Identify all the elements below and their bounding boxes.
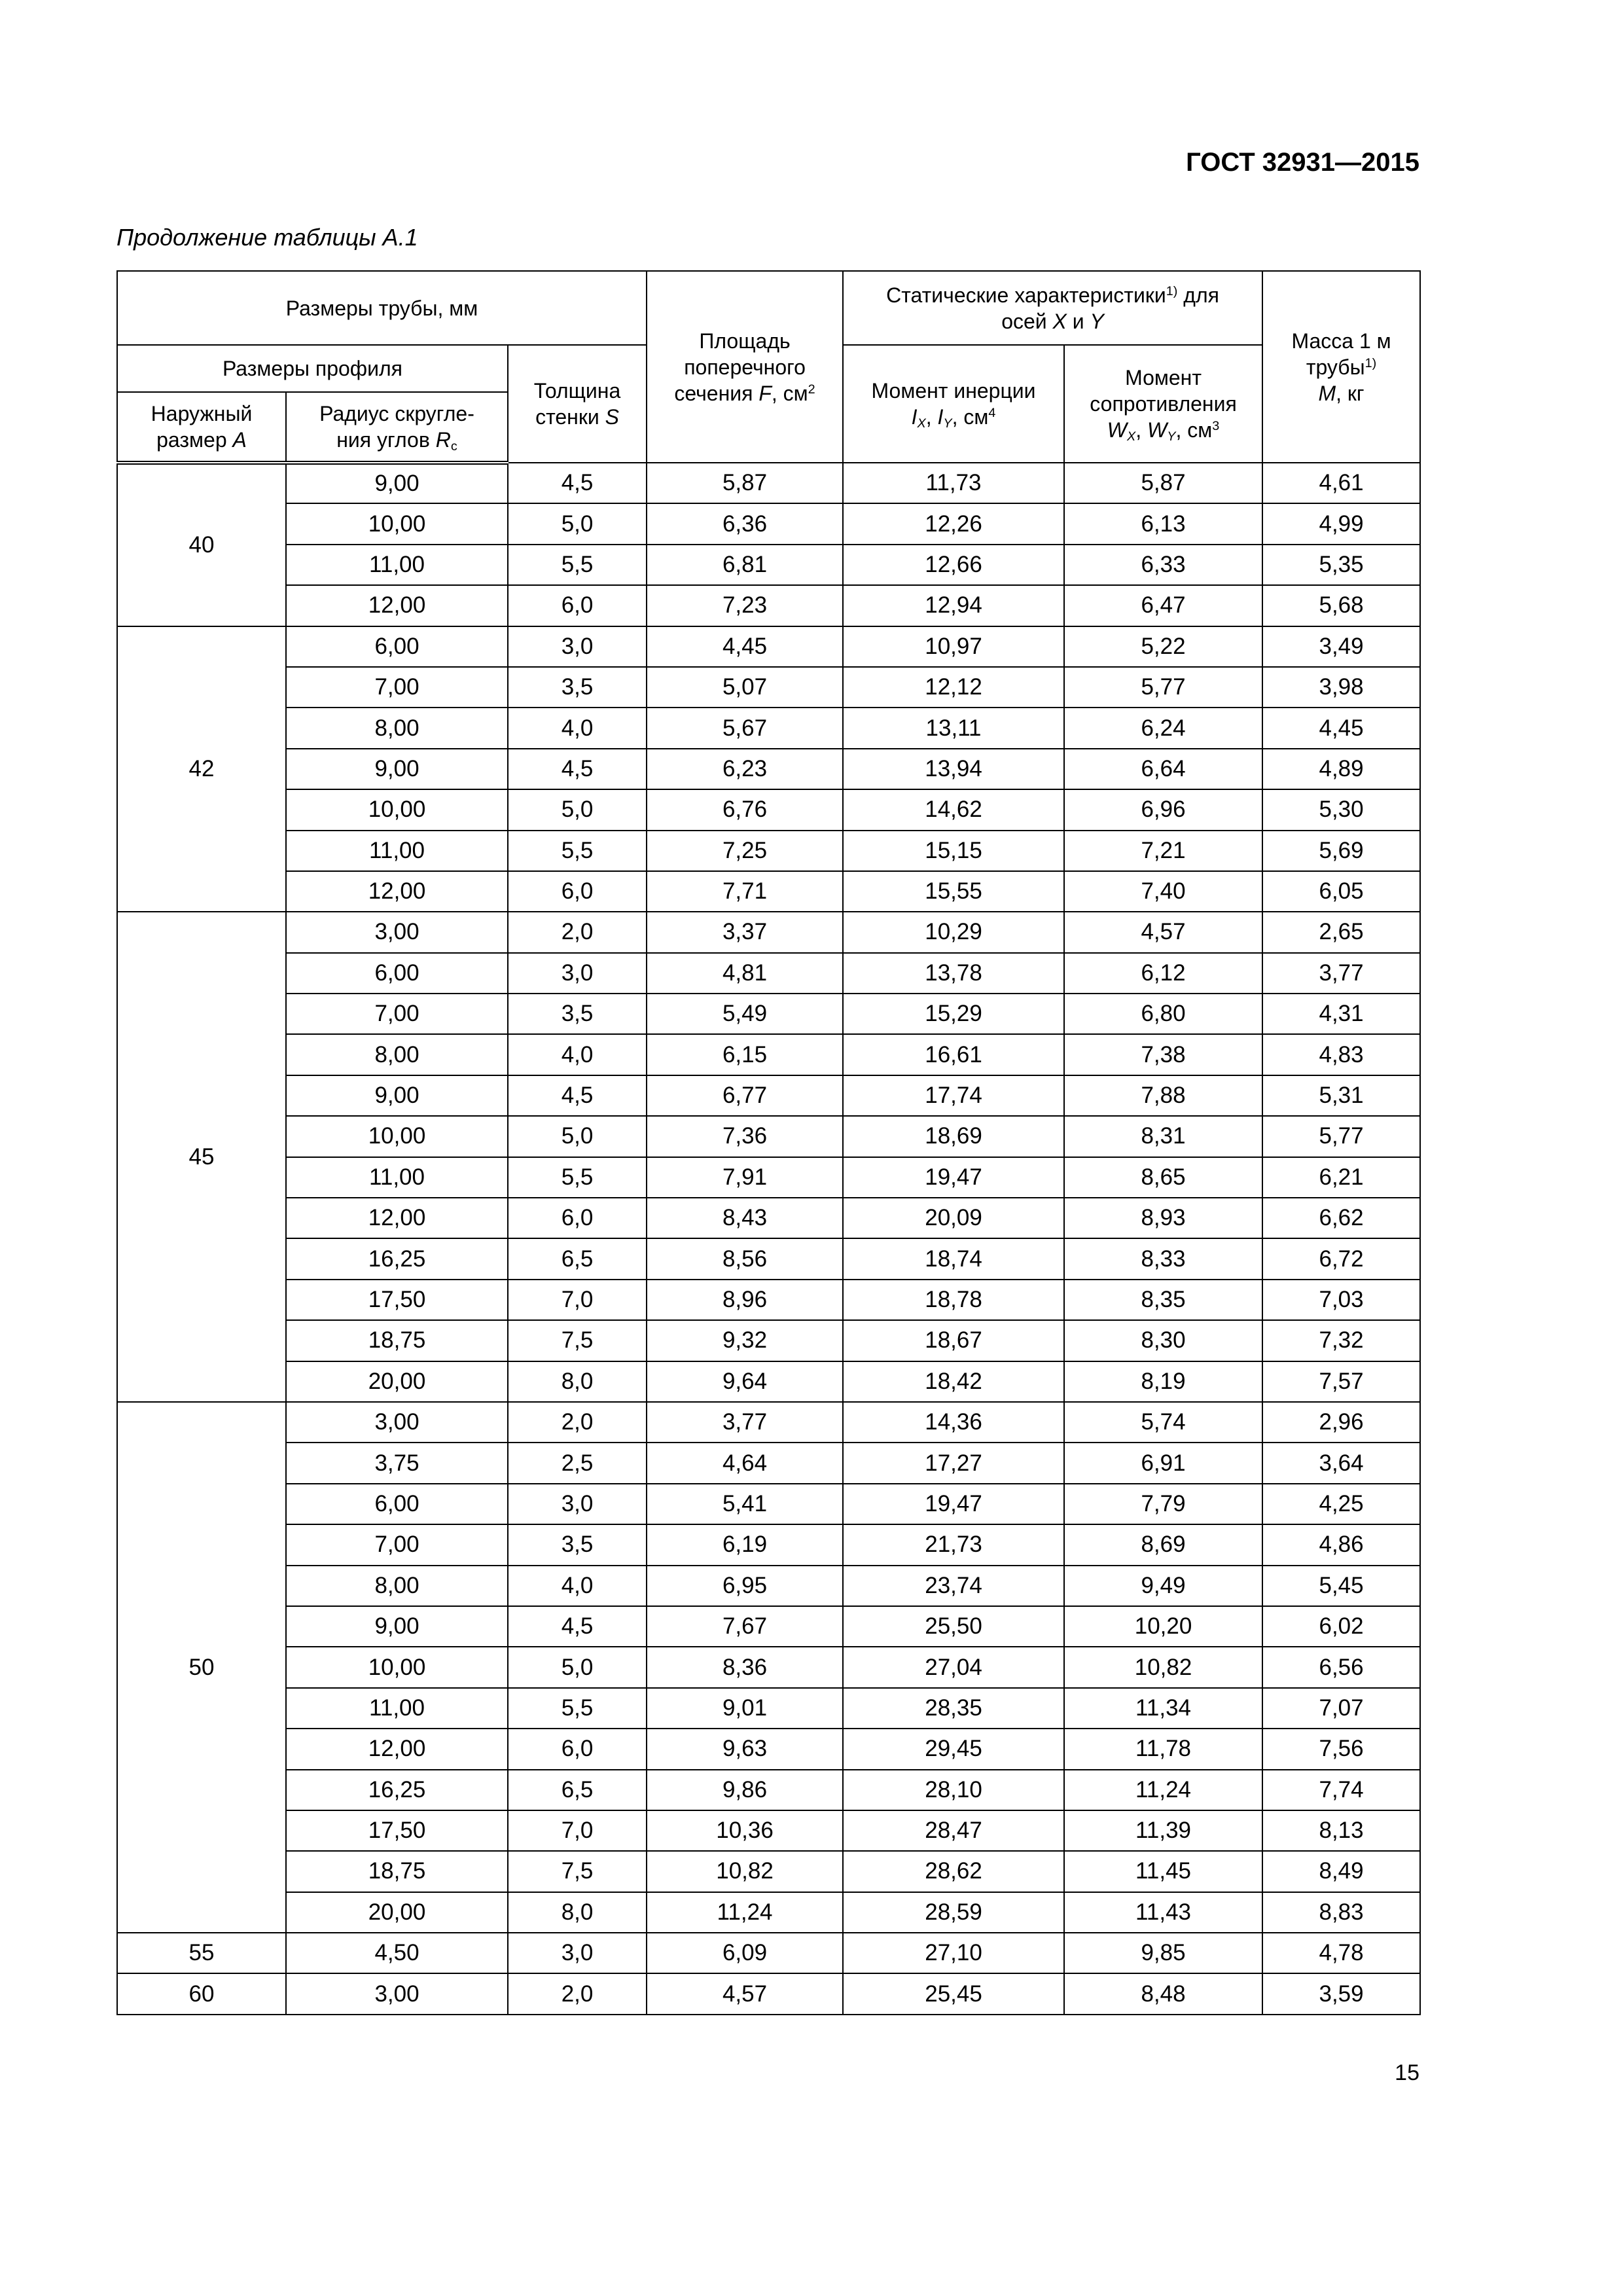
mass-cell: 6,02: [1262, 1606, 1420, 1647]
mass-cell: 4,25: [1262, 1484, 1420, 1524]
area-cell: 4,81: [647, 953, 843, 994]
mass-cell: 4,86: [1262, 1524, 1420, 1565]
radius-cell: 3,00: [286, 1973, 508, 2014]
mass-cell: 8,13: [1262, 1810, 1420, 1851]
inertia-cell: 10,29: [843, 912, 1064, 952]
header-profile-dims: Размеры профиля: [117, 345, 508, 392]
resistance-cell: 5,87: [1064, 463, 1262, 503]
inertia-cell: 19,47: [843, 1484, 1064, 1524]
wall-cell: 7,5: [508, 1320, 647, 1361]
mass-cell: 5,30: [1262, 789, 1420, 830]
table-row: [117, 1933, 1420, 1973]
inertia-cell: 13,11: [843, 708, 1064, 748]
table-row: [117, 1116, 1420, 1157]
header-resistance: Момент сопротивления $W_X$, $W_Y$, $см^3$: [1064, 345, 1262, 463]
mass-cell: 3,77: [1262, 953, 1420, 994]
area-cell: 8,43: [647, 1198, 843, 1238]
document-code: ГОСТ 32931—2015: [1186, 148, 1419, 177]
inertia-cell: 25,50: [843, 1606, 1064, 1647]
table-row: [117, 1361, 1420, 1402]
inertia-cell: 28,10: [843, 1770, 1064, 1810]
mass-cell: 5,69: [1262, 831, 1420, 871]
resistance-cell: 7,88: [1064, 1075, 1262, 1116]
table-row: [117, 545, 1420, 585]
mass-cell: 3,59: [1262, 1973, 1420, 2014]
resistance-cell: 7,38: [1064, 1034, 1262, 1075]
resistance-cell: 6,47: [1064, 585, 1262, 626]
inertia-cell: 14,36: [843, 1402, 1064, 1443]
outer-size-cell: 42: [117, 626, 286, 912]
radius-cell: 8,00: [286, 708, 508, 748]
wall-cell: 8,0: [508, 1361, 647, 1402]
table-row: [117, 667, 1420, 708]
area-cell: 4,64: [647, 1443, 843, 1483]
resistance-cell: 10,20: [1064, 1606, 1262, 1647]
pipe-dimensions-table: [116, 270, 1421, 2015]
inertia-cell: 18,69: [843, 1116, 1064, 1157]
area-cell: 5,67: [647, 708, 843, 748]
radius-cell: 9,00: [286, 749, 508, 789]
header-radius: Радиус скругле- ния углов $R_c$: [286, 392, 508, 463]
table-row: [117, 1402, 1420, 1443]
mass-cell: 5,31: [1262, 1075, 1420, 1116]
wall-cell: 6,0: [508, 1729, 647, 1769]
wall-cell: 7,5: [508, 1851, 647, 1892]
wall-cell: 3,0: [508, 953, 647, 994]
inertia-cell: 16,61: [843, 1034, 1064, 1075]
wall-cell: 5,5: [508, 545, 647, 585]
resistance-cell: 6,80: [1064, 994, 1262, 1034]
radius-cell: 18,75: [286, 1851, 508, 1892]
area-cell: 5,07: [647, 667, 843, 708]
table-row: [117, 1157, 1420, 1198]
resistance-cell: 6,64: [1064, 749, 1262, 789]
outer-size-cell: 40: [117, 463, 286, 626]
mass-cell: 7,07: [1262, 1688, 1420, 1729]
area-cell: 10,82: [647, 1851, 843, 1892]
inertia-cell: 10,97: [843, 626, 1064, 667]
wall-cell: 4,5: [508, 1075, 647, 1116]
area-cell: 3,37: [647, 912, 843, 952]
wall-cell: 3,5: [508, 994, 647, 1034]
inertia-cell: 18,78: [843, 1280, 1064, 1320]
radius-cell: 4,50: [286, 1933, 508, 1973]
resistance-cell: 11,45: [1064, 1851, 1262, 1892]
radius-cell: 6,00: [286, 1484, 508, 1524]
table-row: [117, 1566, 1420, 1606]
inertia-cell: 15,15: [843, 831, 1064, 871]
inertia-cell: 13,78: [843, 953, 1064, 994]
area-cell: 6,77: [647, 1075, 843, 1116]
header-inertia: Момент инерции $I_X$, $I_Y$, $см^4$: [843, 345, 1064, 463]
wall-cell: 6,0: [508, 871, 647, 912]
area-cell: 8,96: [647, 1280, 843, 1320]
mass-cell: 4,61: [1262, 463, 1420, 503]
radius-cell: 10,00: [286, 789, 508, 830]
table-row: [117, 749, 1420, 789]
area-cell: 11,24: [647, 1892, 843, 1933]
area-cell: 8,56: [647, 1238, 843, 1279]
resistance-cell: 11,78: [1064, 1729, 1262, 1769]
resistance-cell: 10,82: [1064, 1647, 1262, 1687]
inertia-cell: 12,12: [843, 667, 1064, 708]
wall-cell: 5,5: [508, 1157, 647, 1198]
radius-cell: 6,00: [286, 953, 508, 994]
radius-cell: 9,00: [286, 1606, 508, 1647]
wall-cell: 4,0: [508, 1034, 647, 1075]
table-row: [117, 1851, 1420, 1892]
area-cell: 7,71: [647, 871, 843, 912]
area-cell: 7,67: [647, 1606, 843, 1647]
header-area: Площадь поперечного сечения F, $см^2$: [647, 271, 843, 463]
resistance-cell: 8,93: [1064, 1198, 1262, 1238]
wall-cell: 5,0: [508, 789, 647, 830]
resistance-cell: 7,21: [1064, 831, 1262, 871]
radius-cell: 10,00: [286, 1116, 508, 1157]
wall-cell: 4,5: [508, 463, 647, 503]
radius-cell: 10,00: [286, 1647, 508, 1687]
inertia-cell: 28,47: [843, 1810, 1064, 1851]
mass-cell: 5,45: [1262, 1566, 1420, 1606]
table-row: [117, 585, 1420, 626]
radius-cell: 3,75: [286, 1443, 508, 1483]
area-cell: 6,15: [647, 1034, 843, 1075]
mass-cell: 7,32: [1262, 1320, 1420, 1361]
wall-cell: 4,0: [508, 708, 647, 748]
radius-cell: 16,25: [286, 1238, 508, 1279]
resistance-cell: 5,74: [1064, 1402, 1262, 1443]
radius-cell: 9,00: [286, 1075, 508, 1116]
mass-cell: 3,98: [1262, 667, 1420, 708]
mass-cell: 4,31: [1262, 994, 1420, 1034]
area-cell: 9,01: [647, 1688, 843, 1729]
resistance-cell: 6,13: [1064, 503, 1262, 544]
inertia-cell: 27,04: [843, 1647, 1064, 1687]
table-row: [117, 1606, 1420, 1647]
inertia-cell: 11,73: [843, 463, 1064, 503]
mass-cell: 4,99: [1262, 503, 1420, 544]
radius-cell: 17,50: [286, 1280, 508, 1320]
radius-cell: 20,00: [286, 1892, 508, 1933]
mass-cell: 6,72: [1262, 1238, 1420, 1279]
area-cell: 5,87: [647, 463, 843, 503]
resistance-cell: 9,49: [1064, 1566, 1262, 1606]
radius-cell: 20,00: [286, 1361, 508, 1402]
resistance-cell: 5,77: [1064, 667, 1262, 708]
wall-cell: 3,5: [508, 667, 647, 708]
area-cell: 6,36: [647, 503, 843, 544]
resistance-cell: 8,31: [1064, 1116, 1262, 1157]
mass-cell: 6,05: [1262, 871, 1420, 912]
table-row: [117, 626, 1420, 667]
radius-cell: 11,00: [286, 545, 508, 585]
wall-cell: 4,5: [508, 749, 647, 789]
inertia-cell: 12,26: [843, 503, 1064, 544]
inertia-cell: 19,47: [843, 1157, 1064, 1198]
resistance-cell: 8,19: [1064, 1361, 1262, 1402]
table-row: [117, 953, 1420, 994]
table-row: [117, 994, 1420, 1034]
area-cell: 7,23: [647, 585, 843, 626]
inertia-cell: 28,35: [843, 1688, 1064, 1729]
inertia-cell: 15,55: [843, 871, 1064, 912]
wall-cell: 2,0: [508, 912, 647, 952]
mass-cell: 3,49: [1262, 626, 1420, 667]
area-cell: 6,19: [647, 1524, 843, 1565]
radius-cell: 11,00: [286, 1688, 508, 1729]
resistance-cell: 6,24: [1064, 708, 1262, 748]
table-row: [117, 1320, 1420, 1361]
table-row: [117, 708, 1420, 748]
area-cell: 9,64: [647, 1361, 843, 1402]
table-row: [117, 1443, 1420, 1483]
radius-cell: 17,50: [286, 1810, 508, 1851]
radius-cell: 3,00: [286, 1402, 508, 1443]
mass-cell: 4,83: [1262, 1034, 1420, 1075]
table-row: [117, 831, 1420, 871]
mass-cell: 3,64: [1262, 1443, 1420, 1483]
inertia-cell: 17,27: [843, 1443, 1064, 1483]
area-cell: 7,91: [647, 1157, 843, 1198]
radius-cell: 6,00: [286, 626, 508, 667]
wall-cell: 6,5: [508, 1770, 647, 1810]
area-cell: 7,25: [647, 831, 843, 871]
wall-cell: 8,0: [508, 1892, 647, 1933]
mass-cell: 4,89: [1262, 749, 1420, 789]
table-row: [117, 1524, 1420, 1565]
mass-cell: 7,74: [1262, 1770, 1420, 1810]
resistance-cell: 9,85: [1064, 1933, 1262, 1973]
table-row: [117, 1729, 1420, 1769]
radius-cell: 18,75: [286, 1320, 508, 1361]
header-wall: Толщина стенки S: [508, 345, 647, 463]
area-cell: 9,63: [647, 1729, 843, 1769]
radius-cell: 8,00: [286, 1566, 508, 1606]
radius-cell: 16,25: [286, 1770, 508, 1810]
header-pipe-dims: Размеры трубы, мм: [117, 271, 647, 345]
outer-size-cell: 55: [117, 1933, 286, 1973]
wall-cell: 5,5: [508, 1688, 647, 1729]
area-cell: 5,41: [647, 1484, 843, 1524]
table-row: [117, 789, 1420, 830]
outer-size-cell: 45: [117, 912, 286, 1402]
resistance-cell: 8,35: [1064, 1280, 1262, 1320]
area-cell: 6,76: [647, 789, 843, 830]
wall-cell: 5,0: [508, 1116, 647, 1157]
table-row: [117, 1770, 1420, 1810]
area-cell: 6,23: [647, 749, 843, 789]
radius-cell: 7,00: [286, 1524, 508, 1565]
table-row: [117, 463, 1420, 503]
outer-size-cell: 60: [117, 1973, 286, 2014]
inertia-cell: 17,74: [843, 1075, 1064, 1116]
resistance-cell: 6,33: [1064, 545, 1262, 585]
wall-cell: 2,0: [508, 1402, 647, 1443]
area-cell: 5,49: [647, 994, 843, 1034]
area-cell: 7,36: [647, 1116, 843, 1157]
mass-cell: 2,65: [1262, 912, 1420, 952]
table-row: [117, 1238, 1420, 1279]
resistance-cell: 8,33: [1064, 1238, 1262, 1279]
radius-cell: 12,00: [286, 1729, 508, 1769]
wall-cell: 5,5: [508, 831, 647, 871]
radius-cell: 3,00: [286, 912, 508, 952]
resistance-cell: 8,30: [1064, 1320, 1262, 1361]
mass-cell: 6,21: [1262, 1157, 1420, 1198]
inertia-cell: 18,42: [843, 1361, 1064, 1402]
area-cell: 4,57: [647, 1973, 843, 2014]
inertia-cell: 14,62: [843, 789, 1064, 830]
wall-cell: 5,0: [508, 1647, 647, 1687]
radius-cell: 7,00: [286, 667, 508, 708]
resistance-cell: 11,34: [1064, 1688, 1262, 1729]
resistance-cell: 6,12: [1064, 953, 1262, 994]
wall-cell: 4,5: [508, 1606, 647, 1647]
area-cell: 9,32: [647, 1320, 843, 1361]
wall-cell: 4,0: [508, 1566, 647, 1606]
mass-cell: 5,68: [1262, 585, 1420, 626]
table-row: [117, 1810, 1420, 1851]
mass-cell: 5,35: [1262, 545, 1420, 585]
table-row: [117, 1198, 1420, 1238]
resistance-cell: 11,24: [1064, 1770, 1262, 1810]
header-outer-size: Наружный размер A: [117, 392, 286, 463]
area-cell: 8,36: [647, 1647, 843, 1687]
area-cell: 6,81: [647, 545, 843, 585]
resistance-cell: 8,69: [1064, 1524, 1262, 1565]
inertia-cell: 29,45: [843, 1729, 1064, 1769]
table-row: [117, 871, 1420, 912]
table-row: [117, 1892, 1420, 1933]
wall-cell: 6,5: [508, 1238, 647, 1279]
radius-cell: 12,00: [286, 871, 508, 912]
radius-cell: 12,00: [286, 1198, 508, 1238]
table-row: [117, 1647, 1420, 1687]
radius-cell: 12,00: [286, 585, 508, 626]
area-cell: 4,45: [647, 626, 843, 667]
resistance-cell: 6,96: [1064, 789, 1262, 830]
radius-cell: 11,00: [286, 1157, 508, 1198]
area-cell: 10,36: [647, 1810, 843, 1851]
mass-cell: 7,56: [1262, 1729, 1420, 1769]
table-row: [117, 1280, 1420, 1320]
wall-cell: 6,0: [508, 1198, 647, 1238]
wall-cell: 3,5: [508, 1524, 647, 1565]
resistance-cell: 8,48: [1064, 1973, 1262, 2014]
mass-cell: 7,57: [1262, 1361, 1420, 1402]
wall-cell: 6,0: [508, 585, 647, 626]
resistance-cell: 4,57: [1064, 912, 1262, 952]
wall-cell: 7,0: [508, 1280, 647, 1320]
inertia-cell: 12,94: [843, 585, 1064, 626]
radius-cell: 7,00: [286, 994, 508, 1034]
resistance-cell: 5,22: [1064, 626, 1262, 667]
inertia-cell: 23,74: [843, 1566, 1064, 1606]
inertia-cell: 18,67: [843, 1320, 1064, 1361]
wall-cell: 3,0: [508, 1933, 647, 1973]
mass-cell: 7,03: [1262, 1280, 1420, 1320]
page-number: 15: [1395, 2060, 1419, 2085]
resistance-cell: 11,43: [1064, 1892, 1262, 1933]
table-row: [117, 503, 1420, 544]
mass-cell: 6,56: [1262, 1647, 1420, 1687]
mass-cell: 5,77: [1262, 1116, 1420, 1157]
mass-cell: 4,78: [1262, 1933, 1420, 1973]
wall-cell: 3,0: [508, 1484, 647, 1524]
table-row: [117, 1973, 1420, 2014]
table-row: [117, 1688, 1420, 1729]
mass-cell: 8,49: [1262, 1851, 1420, 1892]
inertia-cell: 18,74: [843, 1238, 1064, 1279]
resistance-cell: 6,91: [1064, 1443, 1262, 1483]
mass-cell: 2,96: [1262, 1402, 1420, 1443]
table-row: [117, 1075, 1420, 1116]
mass-cell: 8,83: [1262, 1892, 1420, 1933]
area-cell: 6,09: [647, 1933, 843, 1973]
wall-cell: 2,0: [508, 1973, 647, 2014]
resistance-cell: 11,39: [1064, 1810, 1262, 1851]
table-row: [117, 1034, 1420, 1075]
inertia-cell: 28,59: [843, 1892, 1064, 1933]
wall-cell: 2,5: [508, 1443, 647, 1483]
radius-cell: 8,00: [286, 1034, 508, 1075]
wall-cell: 7,0: [508, 1810, 647, 1851]
header-mass: Масса 1 м трубы$^{1)}$ M, кг: [1262, 271, 1420, 463]
header-static: Статические характеристики$^{1)}$ для осей X и Y: [843, 271, 1262, 345]
inertia-cell: 15,29: [843, 994, 1064, 1034]
wall-cell: 3,0: [508, 626, 647, 667]
mass-cell: 4,45: [1262, 708, 1420, 748]
resistance-cell: 7,79: [1064, 1484, 1262, 1524]
resistance-cell: 7,40: [1064, 871, 1262, 912]
inertia-cell: 25,45: [843, 1973, 1064, 2014]
resistance-cell: 8,65: [1064, 1157, 1262, 1198]
inertia-cell: 21,73: [843, 1524, 1064, 1565]
area-cell: 6,95: [647, 1566, 843, 1606]
mass-cell: 6,62: [1262, 1198, 1420, 1238]
radius-cell: 9,00: [286, 463, 508, 503]
inertia-cell: 12,66: [843, 545, 1064, 585]
outer-size-cell: 50: [117, 1402, 286, 1933]
wall-cell: 5,0: [508, 503, 647, 544]
radius-cell: 10,00: [286, 503, 508, 544]
inertia-cell: 28,62: [843, 1851, 1064, 1892]
table-caption: Продолжение таблицы А.1: [116, 224, 418, 251]
area-cell: 9,86: [647, 1770, 843, 1810]
table-row: [117, 912, 1420, 952]
radius-cell: 11,00: [286, 831, 508, 871]
inertia-cell: 20,09: [843, 1198, 1064, 1238]
table-row: [117, 1484, 1420, 1524]
area-cell: 3,77: [647, 1402, 843, 1443]
inertia-cell: 27,10: [843, 1933, 1064, 1973]
inertia-cell: 13,94: [843, 749, 1064, 789]
